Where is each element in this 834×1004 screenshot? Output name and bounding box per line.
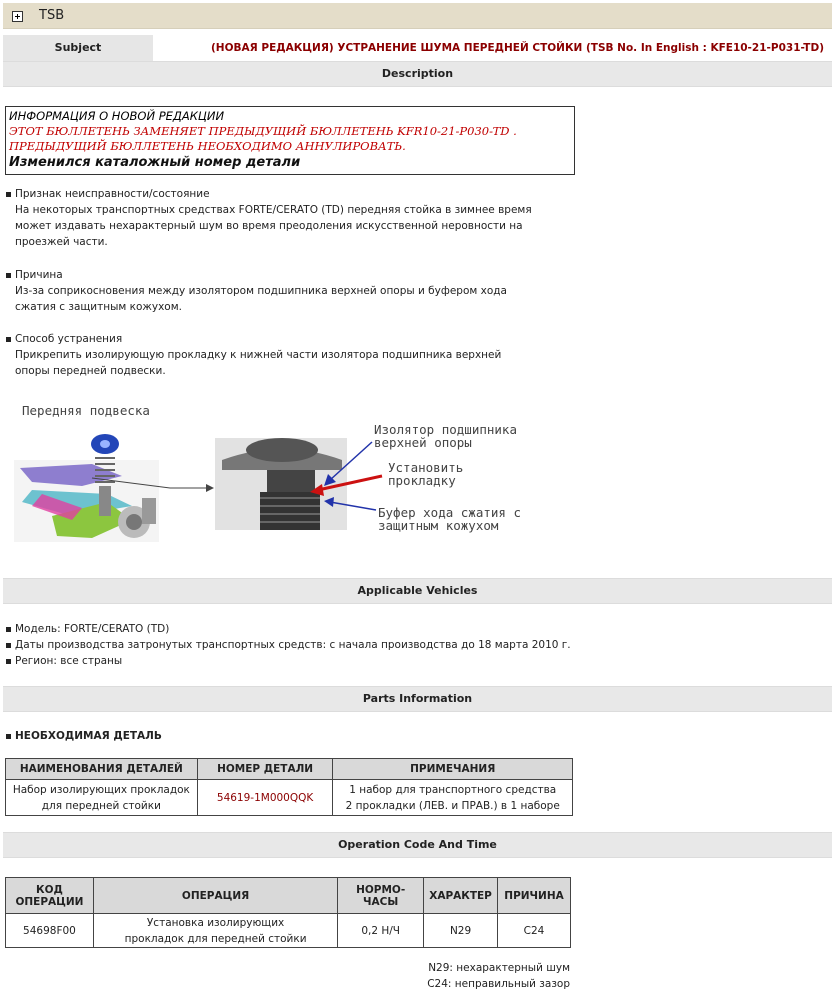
notice-line-3: ПРЕДЫДУЩИЙ БЮЛЛЕТЕНЬ НЕОБХОДИМО АННУЛИРОВАТЬ. [9,139,406,153]
op-header-hours [338,878,424,914]
op-header-hours-line: НОРМО- [356,883,406,896]
tsb-title: TSB [39,8,65,23]
front-suspension-label: Передняя подвеска [22,403,150,418]
op-header-operation: ОПЕРАЦИЯ [93,878,337,914]
operation-table [5,877,571,948]
notice-line-1: ИНФОРМАЦИЯ О НОВОЙ РЕДАКЦИИ [9,109,225,123]
symptom-line: проезжей части. [15,236,108,248]
install-label-2: прокладку [388,473,456,488]
op-hours: 0,2 Н/Ч [338,914,424,948]
tsb-header [3,3,832,29]
table-row [6,780,573,816]
symptom-line: На некоторых транспортных средствах FORTE/CERATO (TD) передняя стойка в зимнее время [15,204,532,216]
table-row [6,914,571,948]
part-note-line: 2 прокладки (ЛЕВ. и ПРАВ.) в 1 наборе [345,799,560,812]
op-header-code-line: ОПЕРАЦИИ [15,895,84,908]
section-parts-information: Parts Information [3,686,832,712]
parts-header-name: НАИМЕНОВАНИЯ ДЕТАЛЕЙ [6,759,198,780]
insulator-label-2: верхней опоры [374,435,472,450]
suspension-assembly-icon [14,434,159,542]
symptom-line: может издавать нехарактерный шум во время преодоления искусственной неровности на [15,220,523,232]
install-label-1: Установить [388,460,464,475]
subject-row [3,35,832,61]
note-c24: C24: неправильный зазор [427,978,570,990]
subject-value: (НОВАЯ РЕДАКЦИЯ) УСТРАНЕНИЕ ШУМА ПЕРЕДНЕЙ СТОЙКИ (TSB No. In English : KFE10-21-P031-TD) [210,42,824,54]
op-header-code-line: КОД [36,883,63,896]
suspension-diagram [12,398,572,548]
parts-header-number: НОМЕР ДЕТАЛИ [197,759,333,780]
cause-block [6,267,507,315]
cause-heading: Причина [6,267,507,283]
insulator-label-1: Изолятор подшипника [374,422,517,437]
symptom-heading: Признак неисправности/состояние [6,186,532,202]
op-header-hours-line: ЧАСЫ [363,895,399,908]
notice-line-2: ЭТОТ БЮЛЛЕТЕНЬ ЗАМЕНЯЕТ ПРЕДЫДУЩИЙ БЮЛЛЕТЕНЬ KFR10-21-P030-TD . [9,124,517,138]
repair-block [6,331,501,379]
repair-line: Прикрепить изолирующую прокладку к нижней части изолятора подшипника верхней [15,349,502,361]
repair-heading: Способ устранения [6,331,501,347]
op-header-code [6,878,94,914]
notice-line-4: Изменился каталожный номер детали [9,155,301,170]
vehicle-dates: Даты производства затронутых транспортных средств: с начала производства до 18 марта 2010 г. [6,637,571,653]
subject-label: Subject [3,35,153,61]
part-note-line: 1 набор для транспортного средства [349,783,557,796]
cause-line: сжатия с защитным кожухом. [15,301,182,313]
part-name-line: Набор изолирующих прокладок [12,783,190,796]
op-code: 54698F00 [6,914,94,948]
bumper-label-2: защитным кожухом [378,518,499,533]
op-header-nature: ХАРАКТЕР [424,878,498,914]
bumper-label-1: Буфер хода сжатия с [378,505,521,520]
op-reason: C24 [498,914,571,948]
section-description: Description [3,61,832,87]
op-description-line: Установка изолирующих [146,916,285,929]
vehicle-region: Регион: все страны [6,653,122,669]
symptom-block [6,186,532,250]
section-applicable-vehicles: Applicable Vehicles [3,578,832,604]
op-description-line: прокладок для передней стойки [124,932,307,945]
revision-notice [5,106,575,175]
required-part-title: НЕОБХОДИМАЯ ДЕТАЛЬ [6,730,162,742]
cause-line: Из-за соприкосновения между изолятором подшипника верхней опоры и буфером хода [15,285,507,297]
section-operation-code: Operation Code And Time [3,832,832,858]
parts-table [5,758,573,816]
repair-line: опоры передней подвески. [15,365,166,377]
vehicle-model: Модель: FORTE/CERATO (TD) [6,621,169,637]
part-number: 54619-1M000QQK [197,780,333,816]
parts-header-notes: ПРИМЕЧАНИЯ [333,759,573,780]
note-n29: N29: нехарактерный шум [428,962,570,974]
op-header-reason: ПРИЧИНА [498,878,571,914]
operation-notes [380,960,570,992]
part-name-cell [6,780,198,816]
op-description-cell [93,914,337,948]
part-name-line: для передней стойки [41,799,161,812]
expand-icon[interactable] [12,11,23,22]
op-nature: N29 [424,914,498,948]
part-notes-cell [333,780,573,816]
